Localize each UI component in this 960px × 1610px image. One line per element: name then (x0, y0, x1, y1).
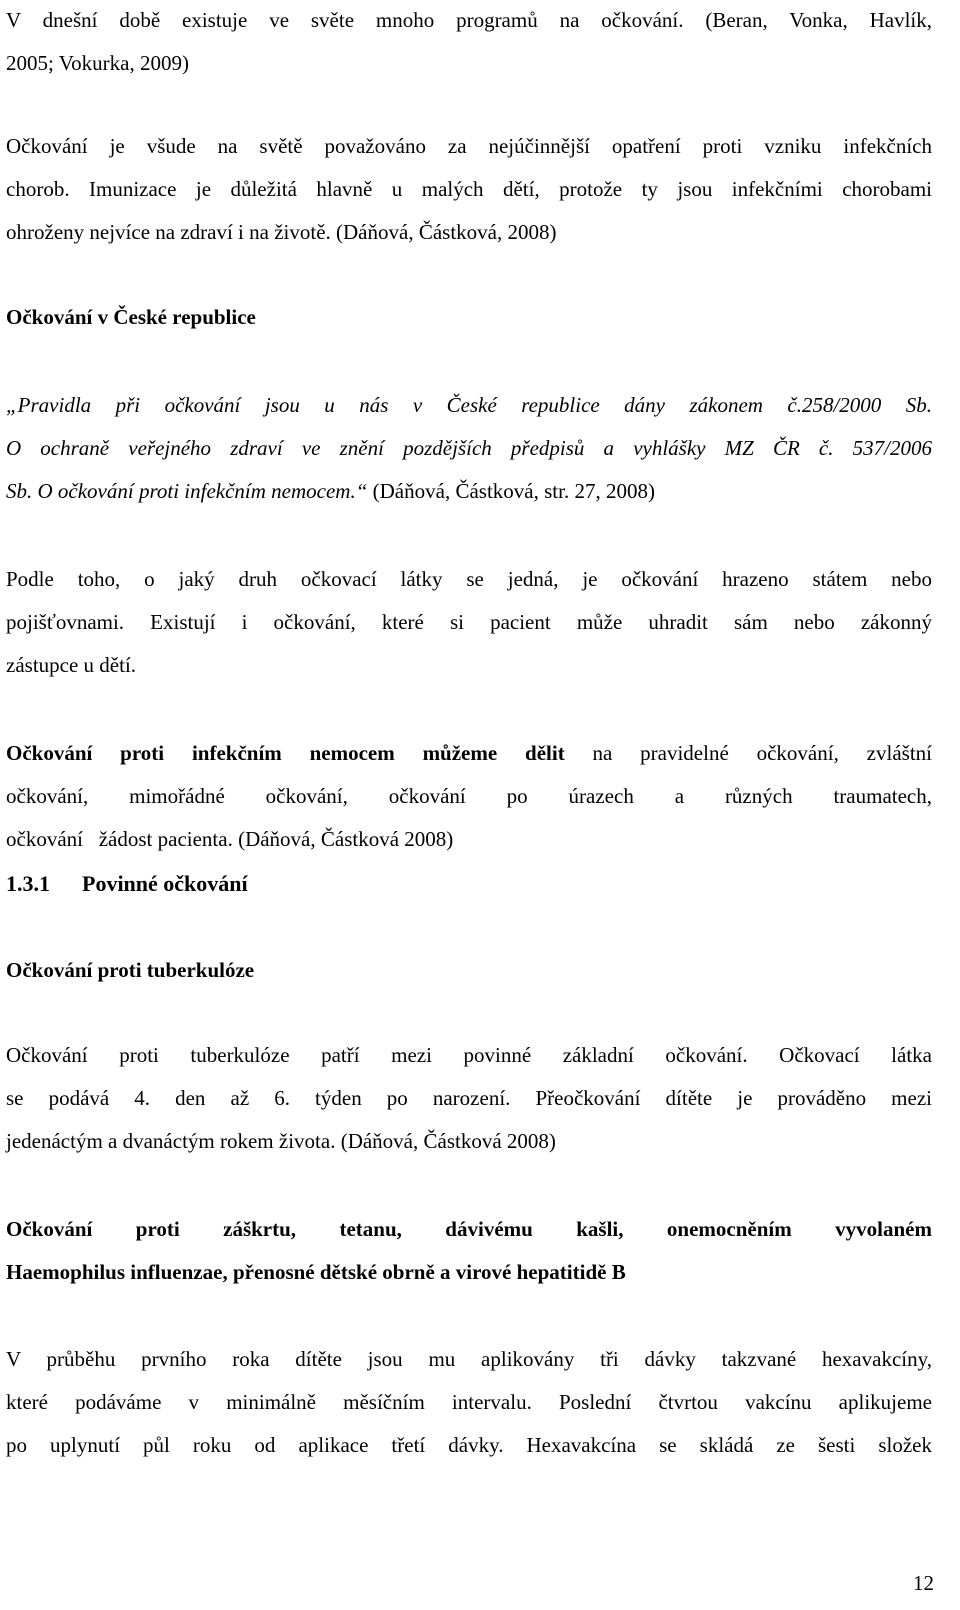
paragraph-line: 2005; Vokurka, 2009) (6, 51, 189, 75)
bold-lead: Očkování proti infekčním nemocem můžeme dělit (6, 741, 565, 765)
heading-line: Očkování proti záškrtu, tetanu, dávivému kašli, onemocněním vyvolaném (6, 1217, 932, 1241)
section-title: Povinné očkování (82, 871, 248, 896)
heading-line: Haemophilus influenzae, přenosné dětské obrně a virové hepatitidě B (6, 1260, 626, 1284)
paragraph-intro (6, 0, 932, 85)
paragraph-tuberculosis (6, 1034, 932, 1163)
paragraph-line: V průběhu prvního roka dítěte jsou mu aplikovány tři dávky takzvané hexavakcíny, (6, 1347, 932, 1371)
paragraph-line (6, 732, 932, 775)
quote-line: O ochraně veřejného zdraví ve znění pozdějších předpisů a vyhlášky MZ ČR č. 537/2006 (6, 436, 932, 460)
paragraph-line: chorob. Imunizace je důležitá hlavně u malých dětí, protože ty jsou infekčními chorobami (6, 177, 932, 201)
heading-czech-republic: Očkování v České republice (6, 305, 256, 329)
line-rest: na pravidelné očkování, zvláštní (564, 741, 932, 765)
paragraph-vaccination-types (6, 732, 932, 861)
quote-legislation (6, 384, 932, 513)
quote-text: Sb. O očkování proti infekčním nemocem.“ (6, 479, 368, 503)
quote-line (6, 470, 932, 513)
quote-citation: (Dáňová, Částková, str. 27, 2008) (367, 479, 655, 503)
paragraph-hexavaccine (6, 1338, 932, 1467)
paragraph-line: Očkování je všude na světě považováno za nejúčinnější opatření proti vzniku infekčních (6, 134, 932, 158)
heading-tuberculosis: Očkování proti tuberkulóze (6, 958, 255, 982)
paragraph-line: které podáváme v minimálně měsíčním intervalu. Poslední čtvrtou vakcínu aplikujeme (6, 1390, 932, 1414)
paragraph-line: pojišťovnami. Existují i očkování, které si pacient může uhradit sám nebo zákonný (6, 610, 932, 634)
paragraph-line: V dnešní době existuje ve světe mnoho programů na očkování. (Beran, Vonka, Havlík, (6, 8, 932, 32)
paragraph-payment (6, 558, 932, 687)
page-number: 12 (913, 1571, 934, 1595)
section-heading (6, 862, 932, 905)
paragraph-line: zástupce u dětí. (6, 653, 137, 677)
paragraph-line: očkování, mimořádné očkování, očkování po úrazech a různých traumatech, (6, 784, 932, 808)
section-number: 1.3.1 (6, 871, 50, 896)
paragraph-vaccination-importance (6, 125, 932, 254)
paragraph-line: se podává 4. den až 6. týden po narození. Přeočkování dítěte je prováděno mezi (6, 1086, 932, 1110)
document-page (6, 0, 932, 1467)
paragraph-line: očkování žádost pacienta. (Dáňová, Částková 2008) (6, 827, 454, 851)
paragraph-line: po uplynutí půl roku od aplikace třetí dávky. Hexavakcína se skládá ze šesti složek (6, 1433, 932, 1457)
paragraph-line: Podle toho, o jaký druh očkovací látky se jedná, je očkování hrazeno státem nebo (6, 567, 932, 591)
quote-line: „Pravidla při očkování jsou u nás v České republice dány zákonem č.258/2000 Sb. (6, 393, 932, 417)
paragraph-line: jedenáctým a dvanáctým rokem života. (Dáňová, Částková 2008) (6, 1129, 556, 1153)
heading-hexavaccine (6, 1208, 932, 1294)
paragraph-line: Očkování proti tuberkulóze patří mezi povinné základní očkování. Očkovací látka (6, 1043, 932, 1067)
paragraph-line: ohroženy nejvíce na zdraví i na životě. (Dáňová, Částková, 2008) (6, 220, 557, 244)
